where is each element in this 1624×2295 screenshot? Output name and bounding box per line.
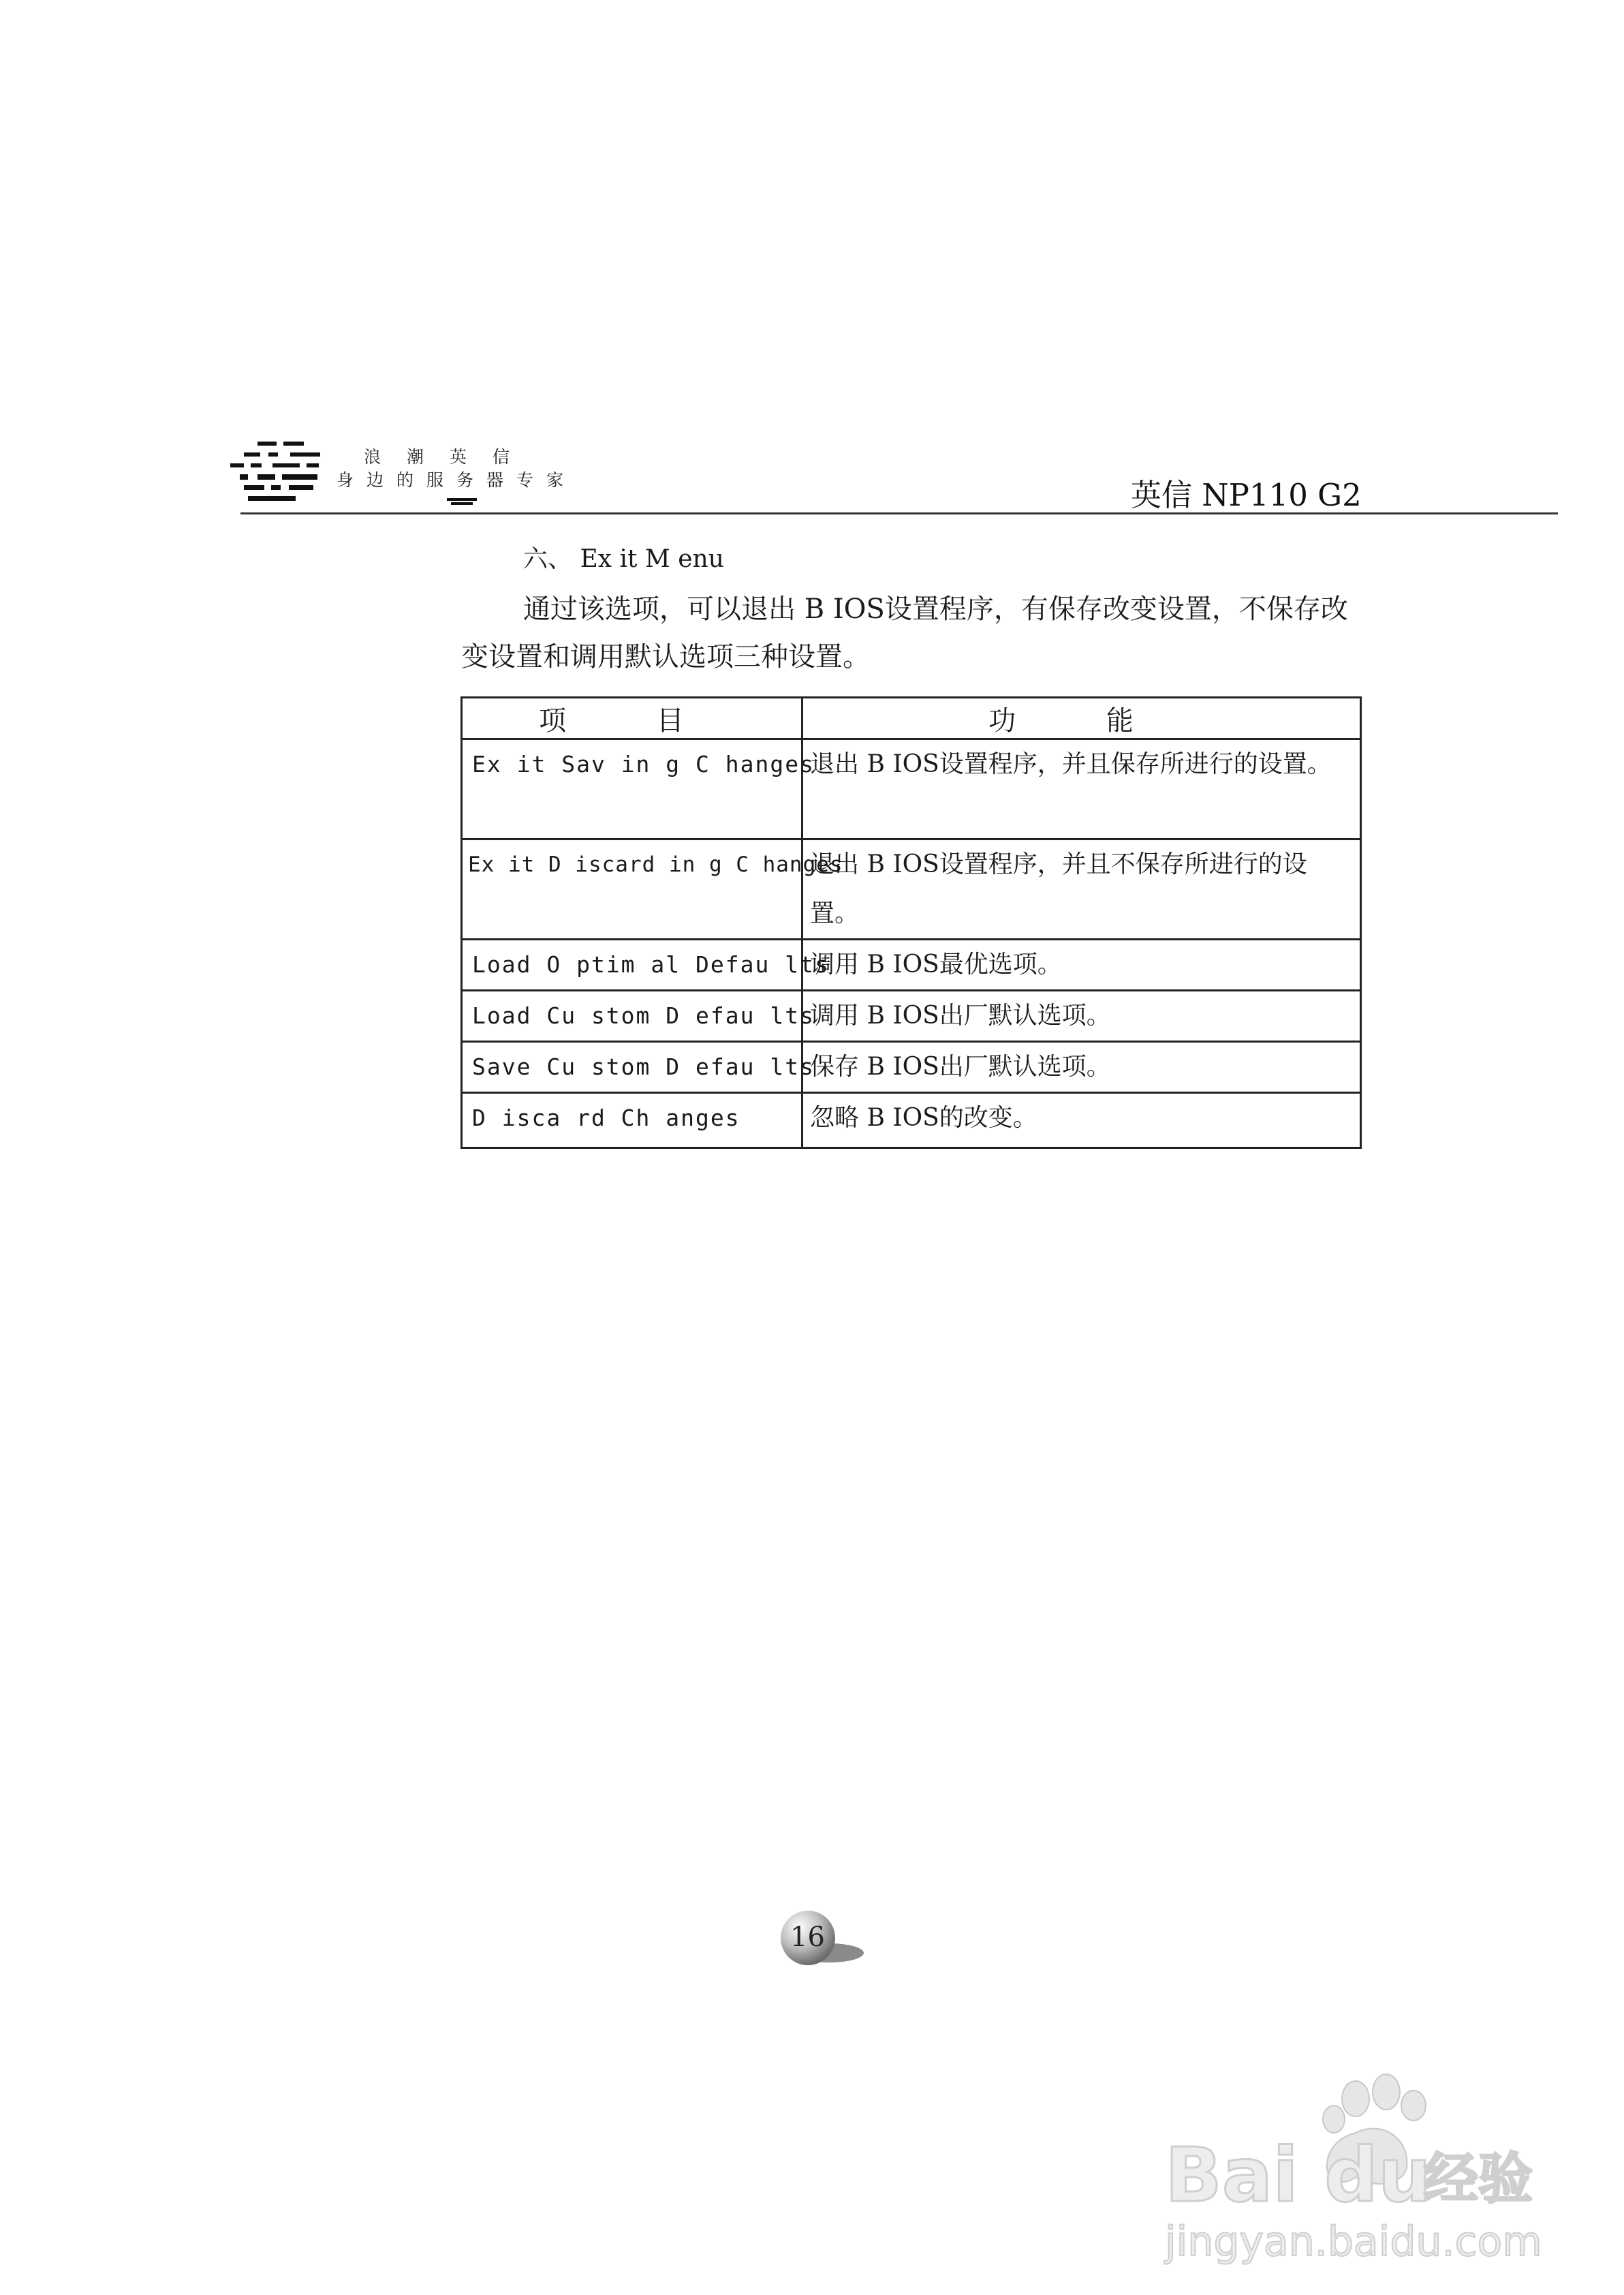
item-cell: Ex it D iscard in g C hanges <box>462 840 802 940</box>
table-header-row <box>462 698 1361 739</box>
watermark-brand-cn: 经验 <box>1424 2147 1533 2211</box>
table-row <box>462 991 1361 1042</box>
function-cell: 保存 B IOS出厂默认选项。 <box>802 1042 1361 1093</box>
item-cell: D isca rd Ch anges <box>462 1093 802 1148</box>
table-row <box>462 1042 1361 1093</box>
function-cell: 调用 B IOS最优选项。 <box>802 940 1361 991</box>
product-title: 英信 NP110 G2 <box>1131 477 1362 513</box>
item-cell: Ex it Sav in g C hanges <box>462 739 802 840</box>
table-row <box>462 840 1361 940</box>
slogan-line-1: 浪潮英信 <box>364 447 536 467</box>
table-row <box>462 940 1361 991</box>
watermark-url: jingyan.baidu.com <box>1165 2218 1542 2266</box>
function-cell: 忽略 B IOS的改变。 <box>802 1093 1361 1148</box>
inspur-logo <box>230 440 339 508</box>
exit-menu-table <box>460 696 1362 1149</box>
baidu-jingyan-watermark <box>1151 2051 1560 2269</box>
intro-text-line-1: 通过该选项，可以退出 B IOS设置程序，有保存改变设置，不保存改 <box>523 594 1348 625</box>
section-heading: 六、 Ex it M enu <box>523 545 724 573</box>
item-cell: Load Cu stom D efau lts <box>462 991 802 1042</box>
column-header-item: 项 目 <box>462 698 802 739</box>
item-cell: Save Cu stom D efau lts <box>462 1042 802 1093</box>
column-header-function: 功 能 <box>802 698 1361 739</box>
table-row <box>462 739 1361 840</box>
function-cell: 退出 B IOS设置程序，并且保存所进行的设置。 <box>802 739 1361 840</box>
page-number: 16 <box>790 1922 825 1953</box>
item-cell: Load O ptim al Defau lts <box>462 940 802 991</box>
table-row <box>462 1093 1361 1148</box>
slogan-underline <box>447 498 477 505</box>
function-cell: 调用 B IOS出厂默认选项。 <box>802 991 1361 1042</box>
slogan-line-2: 身边的服务器专家 <box>337 470 577 490</box>
intro-text-line-2: 变设置和调用默认选项三种设置。 <box>461 641 870 673</box>
header-rule <box>240 512 1558 514</box>
function-cell: 退出 B IOS设置程序，并且不保存所进行的设置。 <box>802 840 1361 940</box>
watermark-brand: Bai du <box>1165 2131 1432 2219</box>
